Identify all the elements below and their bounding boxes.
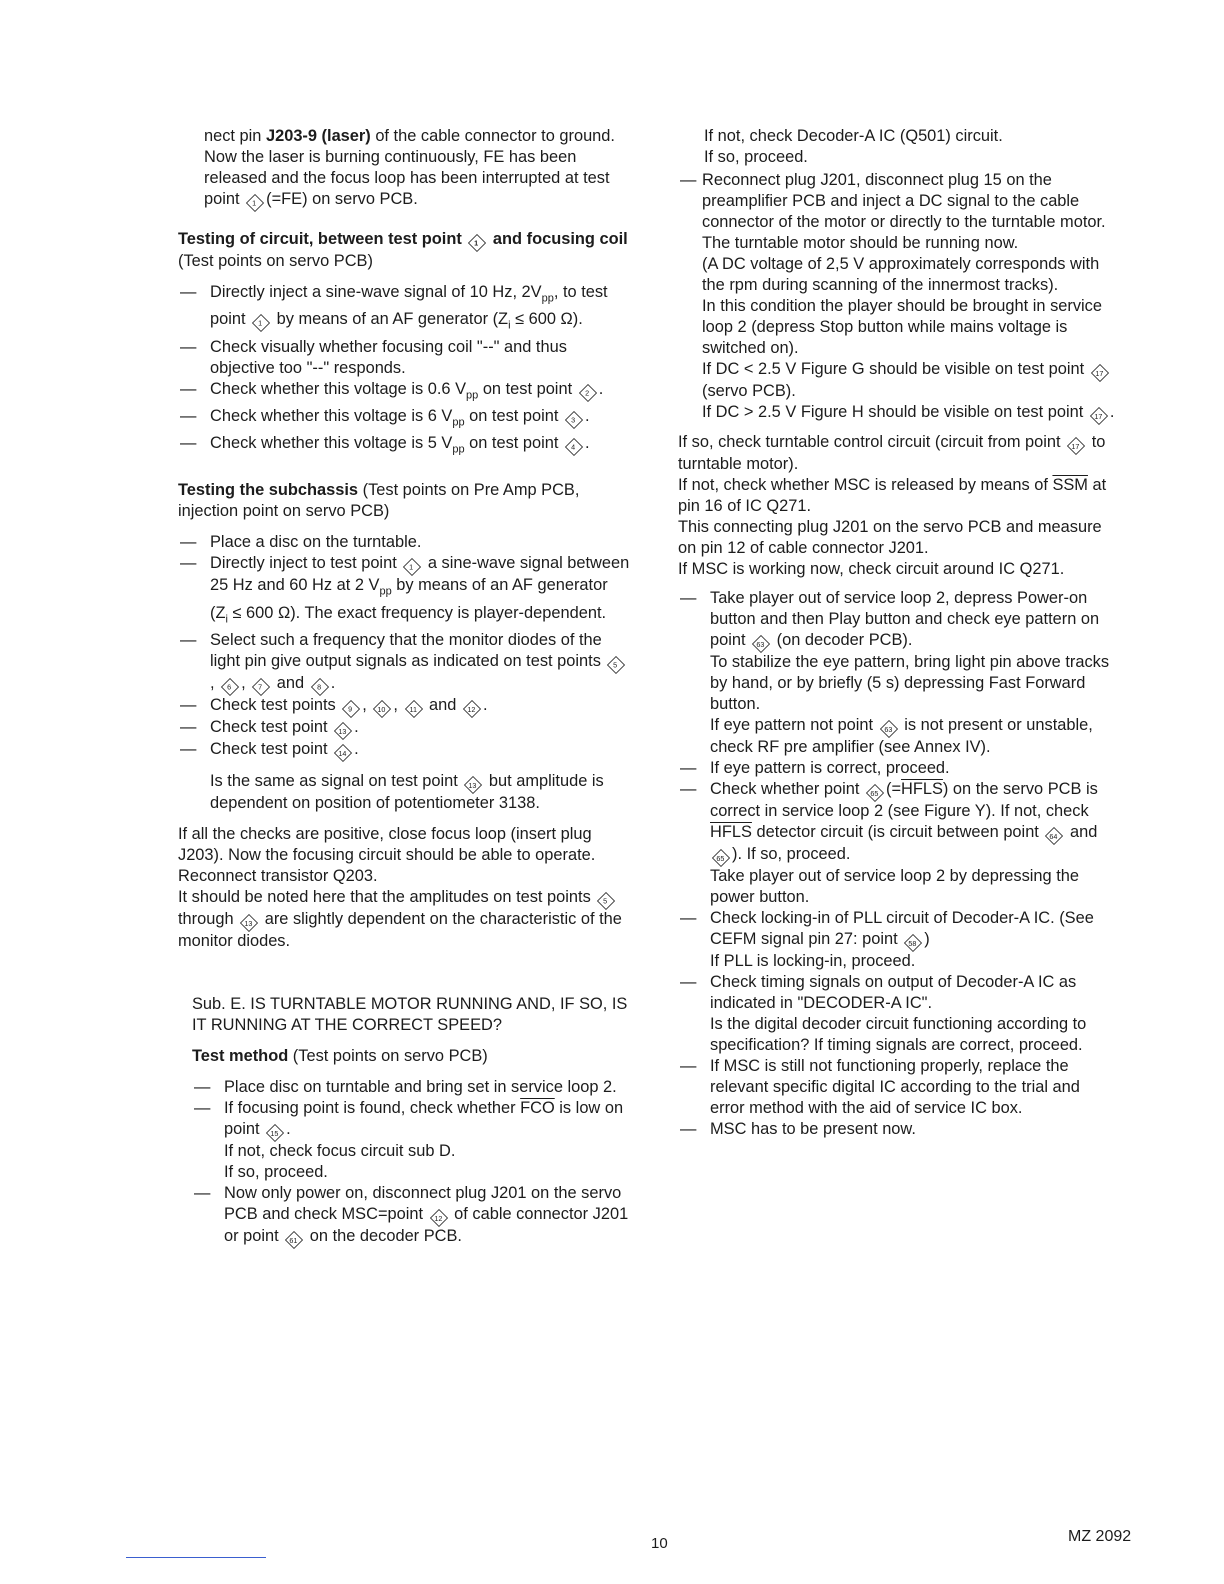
test-point-61-icon: 61 — [285, 1231, 303, 1249]
reconnect-text: Reconnect plug J201, disconnect plug 15 on the preamplifier PCB and inject a DC signal to the cable connector of the motor or directly to the turntable motor. — [702, 171, 1106, 231]
subchassis-heading-rest: (Test points on Pre Amp PCB, injection point on servo PCB) — [178, 481, 580, 521]
test-point-14-icon: 14 — [334, 744, 352, 762]
test-point-65-icon: 65 — [866, 784, 884, 802]
list-item — [678, 170, 1118, 424]
list-item: — Place disc on turntable and bring set in service loop 2. — [192, 1077, 630, 1098]
test-point-13-icon: 13 — [334, 722, 352, 740]
list-item: — If focusing point is found, check whether $\overline{FCO}$ is low on point 15 . If not, check focus circuit sub D. If so, proceed. — [192, 1098, 630, 1183]
section-subchassis — [178, 480, 630, 952]
list-item: — Directly inject a sine-wave signal of 10 Hz, $2V_{pp}$, to test point 1 by means of an AF generator ($Z_i \le 600$ Ω). — [178, 282, 630, 337]
test-point-9-icon: 9 — [342, 700, 360, 718]
left-column — [178, 126, 630, 1248]
section-focus-heading: Testing of circuit, between test point 1 and focusing coil — [178, 229, 630, 251]
list-item: — If eye pattern is correct, proceed. — [678, 758, 1118, 779]
list-item: — Check whether this voltage is 6 $V_{pp}$ on test point 3 . — [178, 406, 630, 433]
timing-check-text: Check timing signals on output of Decoder-A IC as indicated in "DECODER-A IC". — [710, 973, 1077, 1012]
test-point-10-icon: 10 — [373, 700, 391, 718]
section-turntable — [178, 994, 630, 1248]
subchassis-closing-1: If all the checks are positive, close focus loop (insert plug J203). Now the focusing circuit should be able to operate. Reconnect transistor Q203. — [178, 824, 596, 885]
list-item: — Check whether this voltage is 5 $V_{pp}$ on test point 4 . — [178, 433, 630, 460]
msc-check-list — [678, 588, 1118, 1140]
test-point-12-icon: 12 — [430, 1209, 448, 1227]
reconnect-list — [678, 170, 1118, 424]
subchassis-heading-bold: Testing the subchassis — [178, 481, 359, 500]
test-point-5-icon: 5 — [607, 656, 625, 674]
list-item: — Check whether point 65 (=HFLS) on the servo PCB is correct in service loop 2 (see Figure Y). If not, check HFLS detector circuit (is circuit between point 64 and 65 ). If so, proceed. Take player out of service loop 2 by depressing the power button. — [678, 779, 1118, 908]
turntable-item2-line1: If not, check focus circuit sub D. — [224, 1141, 456, 1160]
focus-test-list — [178, 282, 630, 460]
test-point-11-icon: 11 — [404, 700, 422, 718]
test-point-17-icon: 17 — [1067, 437, 1085, 455]
test-point-2-icon: 2 — [579, 384, 597, 402]
right-top-line-2: If so, proceed. — [704, 148, 808, 166]
right-top-lines — [678, 126, 1118, 168]
list-item: — Check test points 9 , 10 , 11 and 12 . — [178, 695, 630, 717]
test-point-15-icon: 15 — [266, 1124, 284, 1142]
section-subchassis-heading — [178, 480, 630, 522]
test-point-6-icon: 6 — [221, 678, 239, 696]
section-focus-subheading: (Test points on servo PCB) — [178, 252, 373, 270]
turntable-item2-line2: If so, proceed. — [224, 1162, 328, 1181]
item1-line: To stabilize the eye pattern, bring light pin above tracks by hand, or by briefly (5 s) depressing Fast Forward button. — [710, 653, 1110, 713]
reconnect-line: The turntable motor should be running now. — [702, 234, 1019, 252]
footer-divider — [126, 1557, 266, 1558]
mid-paragraph: If so, check turntable control circuit (circuit from point 17 to turntable motor). — [678, 433, 1106, 473]
turntable-list — [192, 1077, 630, 1248]
list-item: — Select such a frequency that the monitor diodes of the light pin give output signals as indicated on test points 5, 6 , 7 and 8 . — [178, 630, 630, 695]
list-item: — Take player out of service loop 2, depress Power-on button and then Play button and check eye pattern on point 63 (on decoder PCB). To stabilize the eye pattern, bring light pin above tracks by hand, or by briefly (5 s) depressing Fast Forward button. If eye pattern not point 63 is not present or unstable, check RF pre amplifier (see Annex IV). — [678, 588, 1118, 758]
test-point-5-icon: 5 — [597, 892, 615, 910]
turntable-title: Sub. E. IS TURNTABLE MOTOR RUNNING AND, IF SO, IS IT RUNNING AT THE CORRECT SPEED? — [192, 994, 628, 1034]
subchassis-list — [178, 532, 630, 761]
subchassis-closing-2: It should be noted here that the amplitudes on test points 5 through 13 are slightly dependent on the characteristic of the monitor diodes. — [178, 887, 622, 950]
list-item: — If MSC is still not functioning properly, replace the relevant specific digital IC according to the trial and error method with the aid of service IC box. — [678, 1056, 1118, 1119]
reconnect-line: In this condition the player should be brought in service loop 2 (depress Stop button while mains voltage is switched on). — [702, 297, 1102, 357]
test-point-65-icon: 65 — [712, 849, 730, 867]
test-point-58-icon: 58 — [904, 934, 922, 952]
intro-text-1: nect pin J203-9 (laser) of the cable connector to ground. — [204, 127, 615, 145]
test-point-17-icon: 17 — [1090, 407, 1108, 425]
reconnect-line: (A DC voltage of 2,5 V approximately corresponds with the rpm during scanning of the innermost tracks). — [702, 255, 1100, 294]
test-point-8-icon: 8 — [311, 678, 329, 696]
item1-line: If eye pattern not point 63 is not present or unstable, check RF pre amplifier (see Annex IV). — [710, 716, 1093, 756]
test-method-rest: (Test points on servo PCB) — [292, 1046, 488, 1065]
test-point-4-icon: 4 — [565, 438, 583, 456]
item4-line: If PLL is locking-in, proceed. — [710, 952, 916, 970]
reconnect-line: If DC > 2.5 V Figure H should be visible on test point 17 . — [702, 402, 1118, 424]
list-item: — MSC has to be present now. — [678, 1119, 1118, 1140]
test-point-7-icon: 7 — [252, 678, 270, 696]
test-point-1-icon: 1 — [246, 194, 264, 212]
test-point-63-icon: 63 — [752, 635, 770, 653]
test-point-63-icon: 63 — [880, 720, 898, 738]
test-point-13-icon: 13 — [464, 776, 482, 794]
intro-text-2: Now the laser is burning continuously, FE has been released and the focus loop has been interrupted at test point 1 (=FE) on servo PCB. — [204, 147, 630, 211]
document-code: MZ 2092 — [1068, 1528, 1132, 1545]
mid-paragraph: This connecting plug J201 on the servo PCB and measure on pin 12 of cable connector J201. — [678, 518, 1102, 557]
test-point-64-icon: 64 — [1045, 827, 1063, 845]
test-point-17-icon: 17 — [1091, 364, 1109, 382]
list-item: — Check test point 13 . — [178, 717, 630, 739]
list-item: — Check whether this voltage is 0.6 $V_{pp}$ on test point 2 . — [178, 379, 630, 406]
test-point-1-icon: 1 — [403, 558, 421, 576]
item3-line: Take player out of service loop 2 by depressing the power button. — [710, 867, 1080, 906]
reconnect-line: If DC < 2.5 V Figure G should be visible on test point 17 (servo PCB). — [702, 359, 1118, 402]
test-point-3-icon: 3 — [565, 411, 583, 429]
list-item: — Directly inject to test point 1 a sine-wave signal between 25 Hz and 60 Hz at 2 $V_{pp}$ by means of an AF generator ($Z_i \le 600$ Ω). The exact frequency is player-dependent. — [178, 553, 630, 630]
intro-block — [178, 126, 630, 211]
section-focus-test — [178, 229, 630, 460]
right-mid-paragraphs — [678, 432, 1118, 580]
item5-line: Is the digital decoder circuit functioning according to specification? If timing signals are correct, proceed. — [710, 1015, 1087, 1054]
list-item: — Now only power on, disconnect plug J201 on the servo PCB and check MSC=point 12 of cable connector J201 or point 61 on the decoder PCB. — [192, 1183, 630, 1248]
test-method-heading — [192, 1046, 630, 1067]
right-top-line-1: If not, check Decoder-A IC (Q501) circuit. — [704, 127, 1003, 145]
test-point-1-icon: 1 — [252, 314, 270, 332]
list-item: — Check test point 14 . — [178, 739, 630, 761]
mid-paragraph: If not, check whether MSC is released by means of $\overline{SSM}$ at pin 16 of IC Q271. — [678, 476, 1107, 515]
test-point-12-icon: 12 — [463, 700, 481, 718]
list-item: — Check visually whether focusing coil "--" and thus objective too "--" responds. — [178, 337, 630, 379]
right-column — [678, 126, 1118, 1140]
list-item — [678, 972, 1118, 1056]
test-method-bold: Test method — [192, 1046, 289, 1065]
list-item: — Check locking-in of PLL circuit of Decoder-A IC. (See CEFM signal pin 27: point 58 ) If PLL is locking-in, proceed. — [678, 908, 1118, 972]
test-point-13-icon: 13 — [240, 914, 258, 932]
list-item: — Place a disc on the turntable. — [178, 532, 630, 553]
subchassis-note: Is the same as signal on test point 13 but amplitude is dependent on position of potentiometer 3138. — [210, 771, 604, 812]
mid-paragraph: If MSC is working now, check circuit around IC Q271. — [678, 560, 1065, 578]
page-number: 10 — [651, 1535, 668, 1552]
test-point-1-icon: 1 — [468, 234, 486, 252]
